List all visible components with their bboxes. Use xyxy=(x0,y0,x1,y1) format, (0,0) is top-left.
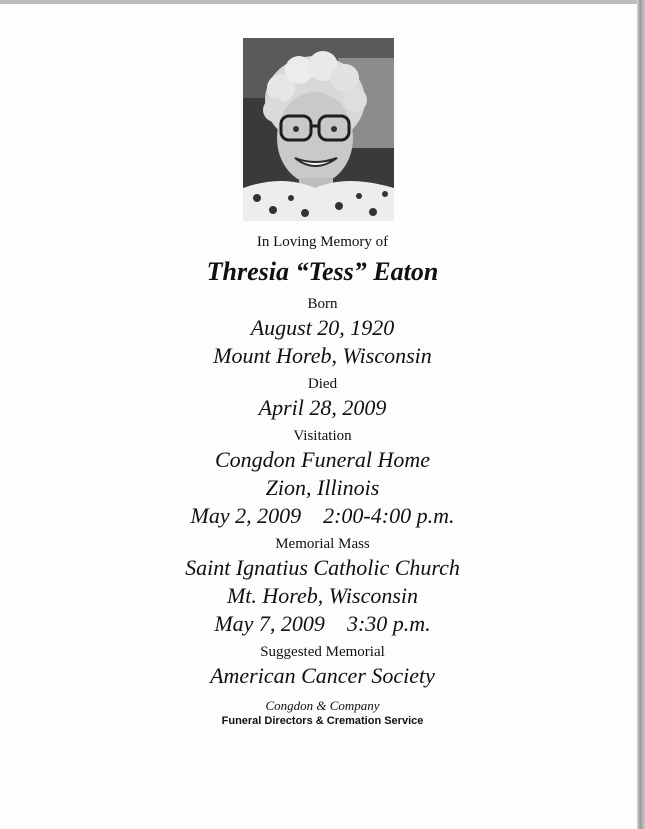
visitation-venue: Congdon Funeral Home xyxy=(214,447,431,472)
memorial-mass-label: Memorial Mass xyxy=(275,536,370,552)
visitation-time: 2:00-4:00 p.m. xyxy=(323,503,455,528)
memorial-mass-datetime xyxy=(0,610,645,638)
suggested-memorial-label: Suggested Memorial xyxy=(260,644,385,660)
born-label: Born xyxy=(307,296,338,312)
top-rule xyxy=(0,0,645,4)
portrait-photo-image xyxy=(243,38,394,221)
memorial-mass-date: May 7, 2009 xyxy=(214,611,325,636)
portrait-photo xyxy=(243,38,394,221)
suggested-memorial-org: American Cancer Society xyxy=(210,663,435,688)
died-label: Died xyxy=(307,376,338,392)
memorial-text xyxy=(0,232,645,728)
memorial-mass-time: 3:30 p.m. xyxy=(346,611,431,636)
funeral-services: Funeral Directors & Cremation Service xyxy=(221,715,424,727)
visitation-city: Zion, Illinois xyxy=(265,475,380,500)
funeral-company: Congdon & Company xyxy=(265,698,380,713)
birth-place: Mount Horeb, Wisconsin xyxy=(213,343,432,368)
memorial-mass-city: Mt. Horeb, Wisconsin xyxy=(226,583,419,608)
visitation-datetime xyxy=(0,502,645,530)
visitation-label: Visitation xyxy=(293,428,352,444)
birth-date: August 20, 1920 xyxy=(250,315,395,340)
deceased-name: Thresia “Tess” Eaton xyxy=(206,257,439,286)
memorial-mass-venue: Saint Ignatius Catholic Church xyxy=(185,555,460,580)
intro-line: In Loving Memory of xyxy=(256,234,389,250)
visitation-date: May 2, 2009 xyxy=(190,503,302,528)
death-date: April 28, 2009 xyxy=(258,395,387,420)
